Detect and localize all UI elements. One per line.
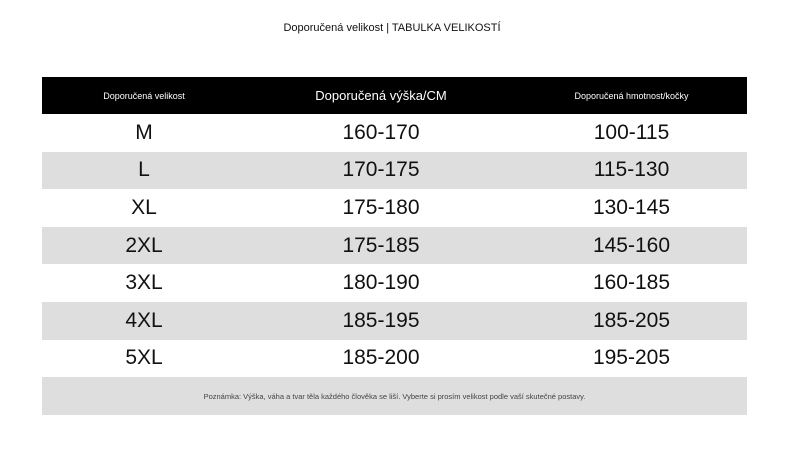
cell-height: 160-170 [342, 120, 420, 144]
cell-size: XL [131, 195, 157, 219]
cell-height: 185-200 [342, 346, 420, 370]
cell-weight: 160-185 [592, 271, 671, 295]
cell-weight: 185-205 [592, 308, 671, 332]
cell-size: M [135, 120, 153, 144]
size-note: Poznámka: Výška, váha a tvar těla každého člověka se liší. Vyberte si prosím velikost podle vaší skutečné postavy. [203, 391, 586, 401]
table-row [42, 152, 747, 190]
header-weight: Doporučená hmotnost/kočky [574, 90, 689, 101]
cell-height: 180-190 [342, 271, 420, 295]
header-height: Doporučená výška/CM [315, 88, 447, 103]
cell-weight: 145-160 [592, 233, 671, 257]
cell-weight: 130-145 [592, 195, 671, 219]
table-row [42, 114, 747, 152]
cell-size: 5XL [125, 346, 163, 370]
cell-height: 175-185 [342, 233, 420, 257]
cell-weight: 115-130 [593, 158, 670, 182]
header-size: Doporučená velikost [103, 90, 185, 101]
table-header-row [42, 77, 747, 114]
table-row [42, 264, 747, 302]
cell-height: 185-195 [342, 308, 420, 332]
cell-height: 175-180 [342, 195, 420, 219]
table-row [42, 302, 747, 340]
cell-size: 2XL [125, 233, 163, 257]
note-row [42, 377, 747, 415]
page-title: Doporučená velikost | TABULKA VELIKOSTÍ [283, 22, 501, 34]
table-row [42, 340, 747, 378]
table-row [42, 189, 747, 227]
cell-height: 170-175 [342, 158, 420, 182]
cell-size: 3XL [125, 271, 163, 295]
cell-size: 4XL [125, 308, 163, 332]
table-row [42, 227, 747, 265]
cell-weight: 100-115 [593, 120, 670, 144]
size-chart-table [42, 77, 747, 415]
cell-weight: 195-205 [592, 346, 671, 370]
cell-size: L [138, 158, 150, 182]
